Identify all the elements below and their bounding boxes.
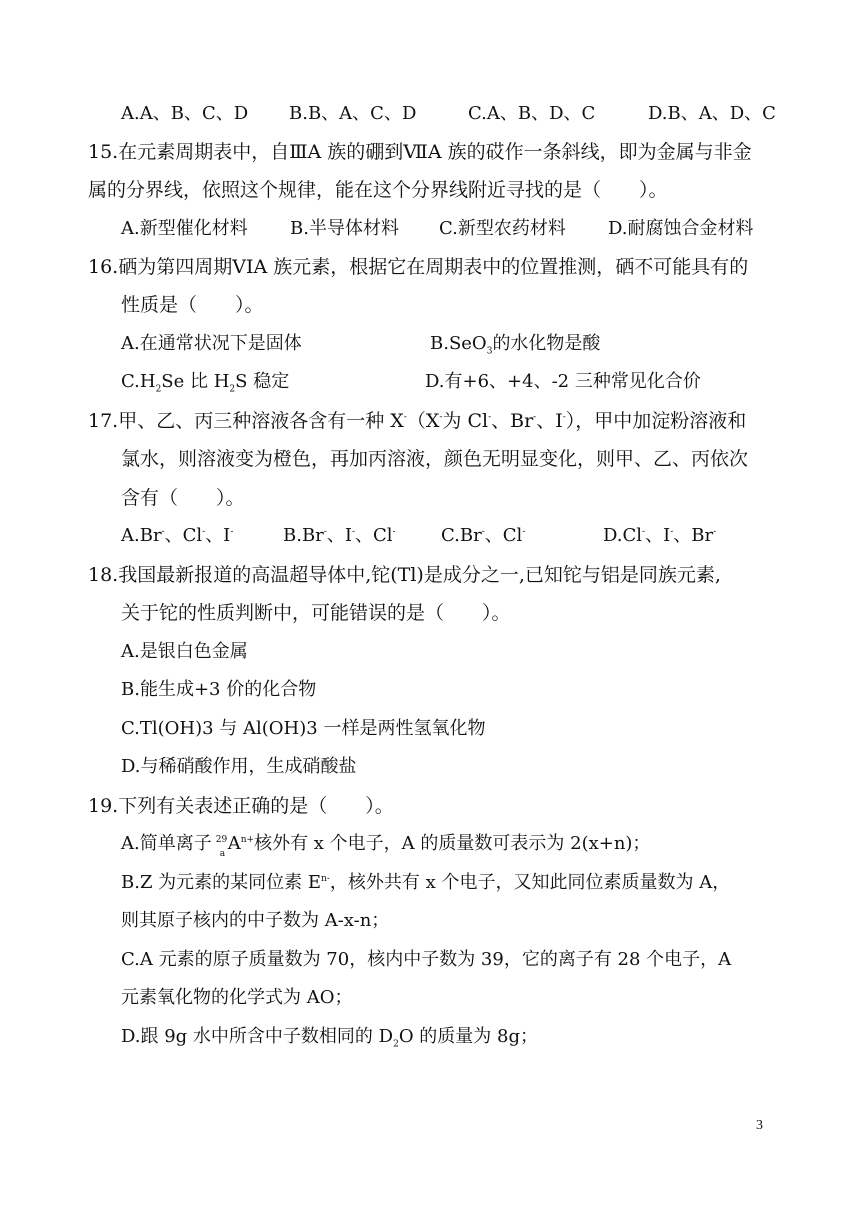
q14-option-d: D.B、A、D、C <box>648 103 776 124</box>
q18-option-c: C.Tl(OH)3 与 Al(OH)3 一样是两性氢氧化物 <box>121 718 486 739</box>
q17-text-line2: 氯水，则溶液变为橙色，再加丙溶液，颜色无明显变化，则甲、乙、丙依次 <box>121 448 749 470</box>
q18-text-line1: 18.我国最新报道的高温超导体中,铊(Tl)是成分之一,已知铊与铝是同族元素, <box>88 564 721 586</box>
q18-option-b: B.能生成+3 价的化合物 <box>121 679 317 700</box>
q19-option-c-line1: C.A 元素的原子质量数为 70，核内中子数为 39，它的离子有 28 个电子，A <box>121 949 732 970</box>
q14-option-b: B.B、A、C、D <box>289 103 417 124</box>
q14-option-c: C.A、B、D、C <box>468 103 596 124</box>
q19-option-c-line2: 元素氧化物的化学式为 AO； <box>121 987 353 1008</box>
q16-option-b: B.SeO$_3$的水化物是酸 <box>430 333 601 357</box>
q14-option-a: A.A、B、C、D <box>121 103 249 124</box>
page-number: 3 <box>756 1118 763 1133</box>
q17-option-b: B.Br-、I-、Cl- <box>283 525 396 546</box>
q19-option-b-line2: 则其原子核内的中子数为 A-x-n； <box>121 910 390 931</box>
q18-option-d: D.与稀硝酸作用，生成硝酸盐 <box>121 756 357 777</box>
q17-option-d: D.Cl-、I-、Br- <box>603 525 717 546</box>
q15-option-d: D.耐腐蚀合金材料 <box>608 218 754 239</box>
q19-option-a: A.简单离子 29 a $A^{n+}$核外有 x 个电子，A 的质量数可表示为 2(x+n)； <box>121 833 651 859</box>
q17-option-a: A.Br-、Cl-、I- <box>121 525 234 546</box>
q15-text-line2: 属的分界线，依照这个规律，能在这个分界线附近寻找的是（ ）。 <box>88 179 668 201</box>
q16-text-line2: 性质是（ ）。 <box>121 294 264 316</box>
q16-option-a: A.在通常状况下是固体 <box>121 333 302 354</box>
q18-option-a: A.是银白色金属 <box>121 641 248 662</box>
q15-option-b: B.半导体材料 <box>290 218 399 239</box>
q15-text-line1: 15.在元素周期表中，自ⅢA 族的硼到ⅦA 族的砹作一条斜线，即为金属与非金 <box>88 141 752 163</box>
q17-text-line1: 17.甲、乙、丙三种溶液各含有一种 X-（X-为 Cl-、Br-、I-），甲中加淀粉溶液和 <box>88 410 747 432</box>
q15-option-a: A.新型催化材料 <box>121 218 248 239</box>
q17-text-line3: 含有（ ）。 <box>121 487 245 509</box>
q16-text-line1: 16.硒为第四周期VIA 族元素，根据它在周期表中的位置推测，硒不可能具有的 <box>88 256 749 278</box>
q19-option-d: D.跟 9g 水中所含中子数相同的 $D_2O$ 的质量为 8g； <box>121 1026 539 1050</box>
q15-option-c: C.新型农药材料 <box>439 218 566 239</box>
q18-text-line2: 关于铊的性质判断中，可能错误的是（ ）。 <box>121 602 511 624</box>
q17-option-c: C.Br-、Cl- <box>441 525 526 546</box>
q16-option-d: D.有+6、+4、-2 三种常见化合价 <box>425 371 701 392</box>
q16-option-c: $C.H_2Se$ 比 $H_2S$ 稳定 <box>121 371 290 395</box>
q19-text-line1: 19.下列有关表述正确的是（ ）。 <box>88 795 394 817</box>
q19-option-b-line1: B.Z 为元素的某同位素 $E^{n-}$，核外共有 x 个电子，又知此同位素质量数为 A， <box>121 872 731 893</box>
